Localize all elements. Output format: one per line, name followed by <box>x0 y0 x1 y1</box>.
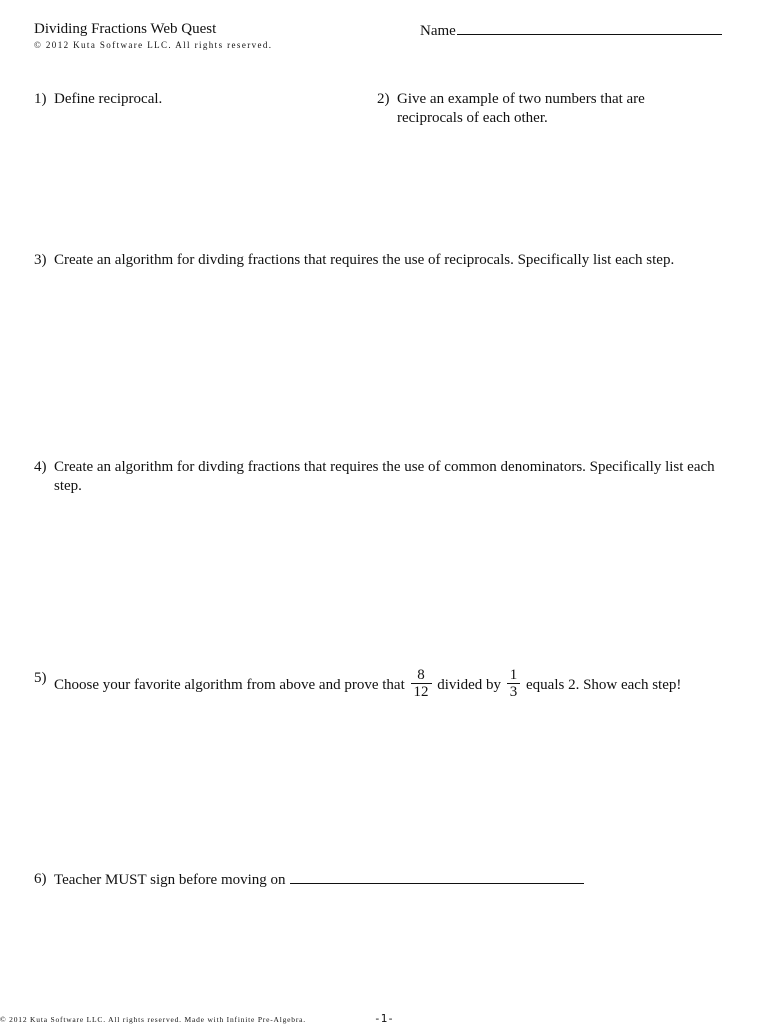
question-number: 3) <box>34 252 47 268</box>
name-blank-line[interactable] <box>457 21 722 35</box>
question-2 <box>377 90 667 128</box>
question-6 <box>34 870 634 890</box>
question-4 <box>34 458 732 496</box>
question-1 <box>34 90 334 109</box>
question-text-part: equals 2. Show each step! <box>526 676 682 693</box>
name-label: Name <box>420 23 456 39</box>
question-3 <box>34 251 734 270</box>
footer-copyright: © 2012 Kuta Software LLC. All rights reserved. Made with Infinite Pre-Algebra. <box>0 1015 306 1024</box>
question-number: 4) <box>34 459 47 475</box>
question-text-part: divided by <box>437 676 501 693</box>
question-text: Teacher MUST sign before moving on <box>54 872 286 888</box>
fraction-8-12 <box>411 667 432 700</box>
name-field[interactable] <box>420 21 722 40</box>
fraction-1-3 <box>507 667 521 700</box>
question-5 <box>34 669 734 702</box>
teacher-signature-line[interactable] <box>290 870 584 884</box>
fraction-denominator: 3 <box>509 684 518 700</box>
question-number: 2) <box>377 91 390 107</box>
worksheet-title: Dividing Fractions Web Quest <box>34 21 217 37</box>
page-number: -1- <box>374 1012 394 1025</box>
question-text-part: Choose your favorite algorithm from above and prove that <box>54 676 405 693</box>
question-text: Define reciprocal. <box>54 91 163 107</box>
fraction-denominator: 12 <box>413 684 429 700</box>
question-text: Give an example of two numbers that are reciprocals of each other. <box>397 91 645 126</box>
question-number: 1) <box>34 91 47 107</box>
fraction-numerator: 8 <box>411 667 432 684</box>
fraction-numerator: 1 <box>507 667 521 684</box>
question-text: Create an algorithm for divding fractions that requires the use of common denominators. Specifically list each step. <box>54 459 715 494</box>
question-number: 6) <box>34 871 47 887</box>
question-number: 5) <box>34 670 47 686</box>
header-copyright: © 2012 Kuta Software LLC. All rights reserved. <box>34 40 273 50</box>
question-text: Create an algorithm for divding fractions that requires the use of reciprocals. Specifically list each step. <box>54 252 675 268</box>
